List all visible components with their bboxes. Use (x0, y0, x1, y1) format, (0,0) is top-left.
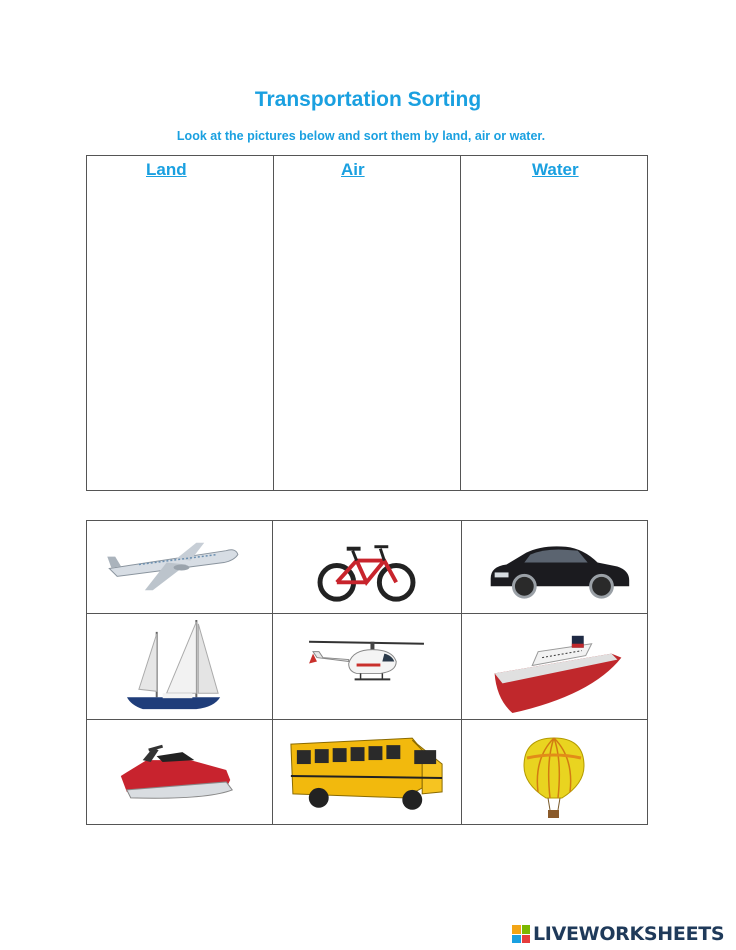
picture-row (87, 614, 647, 720)
jet-ski-icon (87, 720, 272, 825)
school-bus-icon (273, 720, 461, 825)
column-header-water: Water (532, 160, 579, 179)
sorting-table (86, 155, 648, 491)
picture-row (87, 720, 647, 825)
draggable-car[interactable] (462, 521, 649, 613)
draggable-ship[interactable] (462, 614, 649, 719)
draggable-airplane[interactable] (87, 521, 273, 613)
airplane-icon (87, 521, 272, 613)
drop-zone-land[interactable] (87, 156, 274, 490)
draggable-sailboat[interactable] (87, 614, 273, 719)
draggable-jet-ski[interactable] (87, 720, 273, 825)
draggable-school-bus[interactable] (273, 720, 462, 825)
sailboat-icon (87, 614, 272, 719)
hot-air-balloon-icon (462, 720, 649, 825)
page-title: Transportation Sorting (254, 88, 482, 111)
ship-icon (462, 614, 649, 719)
draggable-helicopter[interactable] (273, 614, 462, 719)
drop-zone-air[interactable] (274, 156, 461, 490)
picture-grid (86, 520, 648, 825)
liveworksheets-logo-icon (512, 925, 530, 943)
picture-row (87, 521, 647, 614)
drop-zone-water[interactable] (461, 156, 647, 490)
column-header-land: Land (146, 160, 187, 179)
draggable-bicycle[interactable] (273, 521, 462, 613)
instructions-text: Look at the pictures below and sort them by land, air or water. (176, 129, 546, 143)
car-icon (462, 521, 649, 613)
draggable-hot-air-balloon[interactable] (462, 720, 649, 825)
logo-text: LIVEWORKSHEETS (533, 923, 725, 945)
helicopter-icon (273, 614, 461, 719)
column-header-air: Air (341, 160, 365, 179)
liveworksheets-logo (512, 921, 724, 947)
bicycle-icon (273, 521, 461, 613)
